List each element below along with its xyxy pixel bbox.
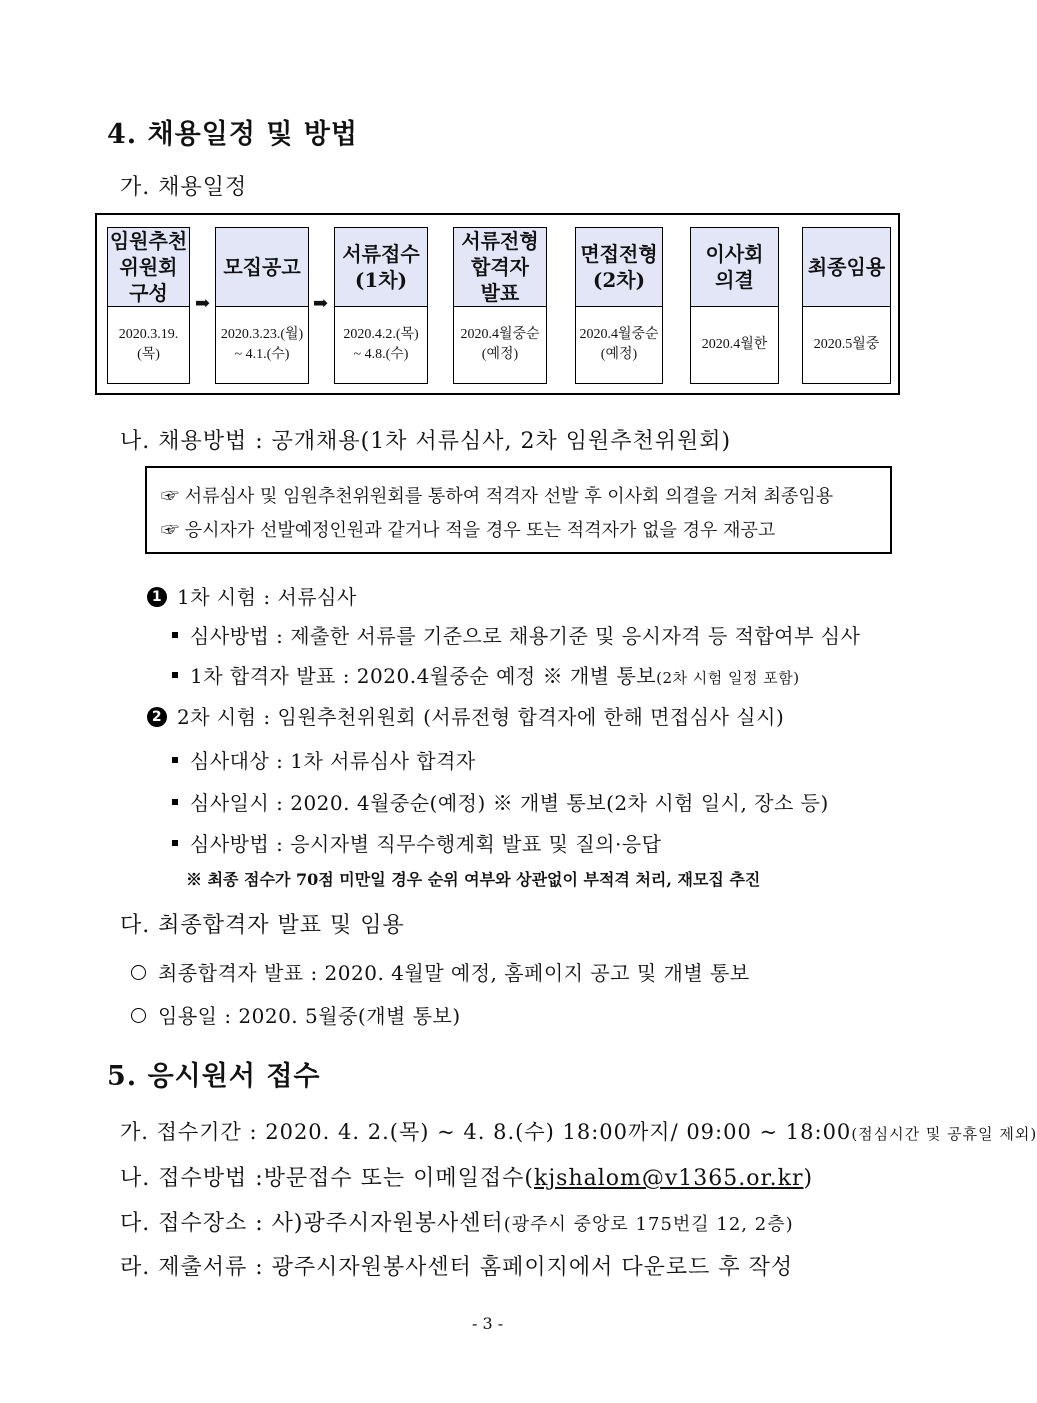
arrow-icon: ➡ bbox=[313, 293, 329, 314]
step-2 bbox=[215, 227, 309, 384]
period-line bbox=[120, 1116, 1037, 1146]
step-3-label: 서류접수 (1차) bbox=[335, 228, 427, 307]
final-item bbox=[131, 957, 750, 986]
email-link[interactable]: kjshalom@v1365.or.kr bbox=[534, 1166, 804, 1191]
step-2-label: 모집공고 bbox=[216, 228, 308, 307]
step-2-date: 2020.3.23.(월) ~ 4.1.(수) bbox=[220, 326, 304, 362]
exam2-item-text: 심사일시 : 2020. 4월중순(예정) ※ 개별 통보(2차 시험 일시, 장소 등) bbox=[190, 791, 829, 815]
place-address: (광주시 중앙로 175번길 12, 2층) bbox=[503, 1214, 794, 1235]
period-label: 가. 접수기간 : bbox=[120, 1120, 266, 1144]
arrow-icon: ➡ bbox=[195, 293, 211, 314]
number-2-icon: 2 bbox=[147, 707, 167, 727]
step-6-date: 2020.4월한 bbox=[701, 336, 768, 352]
note-box bbox=[145, 466, 892, 554]
step-4 bbox=[453, 227, 547, 384]
section4-title: 4. 채용일정 및 방법 bbox=[107, 119, 358, 150]
final-subtitle: 다. 최종합격자 발표 및 임용 bbox=[120, 913, 405, 938]
circle-bullet-icon bbox=[131, 1008, 146, 1023]
method-label: 나. 접수방법 :방문접수 또는 이메일접수( bbox=[120, 1166, 534, 1191]
exam2-heading bbox=[147, 701, 784, 730]
step-1 bbox=[107, 227, 190, 384]
period-value: 2020. 4. 2.(목) ~ 4. 8.(수) 18:00까지/ 09:00 ~ 18:00 bbox=[265, 1120, 852, 1144]
schedule-subtitle: 가. 채용일정 bbox=[120, 175, 248, 200]
final-item-text: 임용일 : 2020. 5월중(개별 통보) bbox=[158, 1004, 461, 1028]
final-item-text: 최종합격자 발표 : 2020. 4월말 예정, 홈페이지 공고 및 개별 통보 bbox=[158, 961, 750, 985]
note-line: ☞ 응시자가 선발예정인원과 같거나 적을 경우 또는 적격자가 없을 경우 재공고 bbox=[161, 520, 776, 541]
step-5-date: 2020.4월중순 (예정) bbox=[579, 326, 659, 362]
final-item bbox=[131, 1000, 461, 1029]
exam1-item bbox=[172, 620, 860, 649]
square-bullet-icon bbox=[172, 840, 178, 846]
docs-line: 라. 제출서류 : 광주시자원봉사센터 홈페이지에서 다운로드 후 작성 bbox=[120, 1255, 794, 1280]
exam2-item bbox=[172, 828, 661, 857]
place-line bbox=[120, 1206, 794, 1237]
step-7 bbox=[802, 227, 891, 384]
exam2-item bbox=[172, 787, 829, 816]
step-3-date: 2020.4.2.(목) ~ 4.8.(수) bbox=[343, 326, 419, 362]
square-bullet-icon bbox=[172, 757, 178, 763]
step-6-label: 이사회 의결 bbox=[691, 228, 778, 307]
exam2-title: 2차 시험 : 임원추천위원회 (서류전형 합격자에 한해 면접심사 실시) bbox=[177, 705, 785, 729]
exam1-item-text: 1차 합격자 발표 : 2020.4월중순 예정 ※ 개별 통보 bbox=[190, 664, 657, 688]
period-note: (점심시간 및 공휴일 제외) bbox=[851, 1125, 1037, 1143]
step-5 bbox=[575, 227, 663, 384]
step-4-label: 서류전형 합격자 발표 bbox=[454, 228, 546, 307]
step-5-label: 면접전형 (2차) bbox=[576, 228, 662, 307]
method-line bbox=[120, 1161, 813, 1192]
step-1-date: 2020.3.19.(목) bbox=[118, 326, 179, 362]
step-4-date: 2020.4월중순 (예정) bbox=[460, 326, 540, 362]
warning-note: ※ 최종 점수가 70점 미만일 경우 순위 여부와 상관없이 부적격 처리, 재모집 추진 bbox=[186, 870, 761, 889]
exam1-heading bbox=[147, 581, 357, 610]
exam2-item bbox=[172, 745, 476, 774]
step-7-date: 2020.5월중 bbox=[813, 336, 880, 352]
method-subtitle: 나. 채용방법 : 공개채용(1차 서류심사, 2차 임원추천위원회) bbox=[120, 429, 732, 454]
step-3 bbox=[334, 227, 428, 384]
exam2-item-text: 심사대상 : 1차 서류심사 합격자 bbox=[190, 749, 476, 773]
section5-title: 5. 응시원서 접수 bbox=[107, 1061, 321, 1092]
schedule-flow bbox=[95, 213, 900, 395]
circle-bullet-icon bbox=[131, 965, 146, 980]
note-line: ☞ 서류심사 및 임원추천위원회를 통하여 적격자 선발 후 이사회 의결을 거쳐 최종임용 bbox=[161, 486, 834, 507]
step-7-label: 최종임용 bbox=[803, 228, 890, 307]
step-1-label: 임원추천 위원회 구성 bbox=[109, 229, 188, 305]
square-bullet-icon bbox=[172, 632, 178, 638]
exam2-item-text: 심사방법 : 응시자별 직무수행계획 발표 및 질의·응답 bbox=[190, 832, 662, 856]
number-1-icon: 1 bbox=[147, 587, 167, 607]
page-number: - 3 - bbox=[472, 1314, 504, 1333]
method-close: ) bbox=[803, 1166, 814, 1191]
square-bullet-icon bbox=[172, 799, 178, 805]
exam1-item-note: (2차 시험 일정 포함) bbox=[656, 669, 800, 687]
exam1-item bbox=[172, 660, 800, 689]
exam1-title: 1차 시험 : 서류심사 bbox=[177, 585, 357, 609]
place-label: 다. 접수장소 : 사)광주시자원봉사센터 bbox=[120, 1211, 504, 1236]
step-6 bbox=[690, 227, 779, 384]
exam1-item-text: 심사방법 : 제출한 서류를 기준으로 채용기준 및 응시자격 등 적합여부 심사 bbox=[190, 624, 861, 648]
square-bullet-icon bbox=[172, 672, 178, 678]
